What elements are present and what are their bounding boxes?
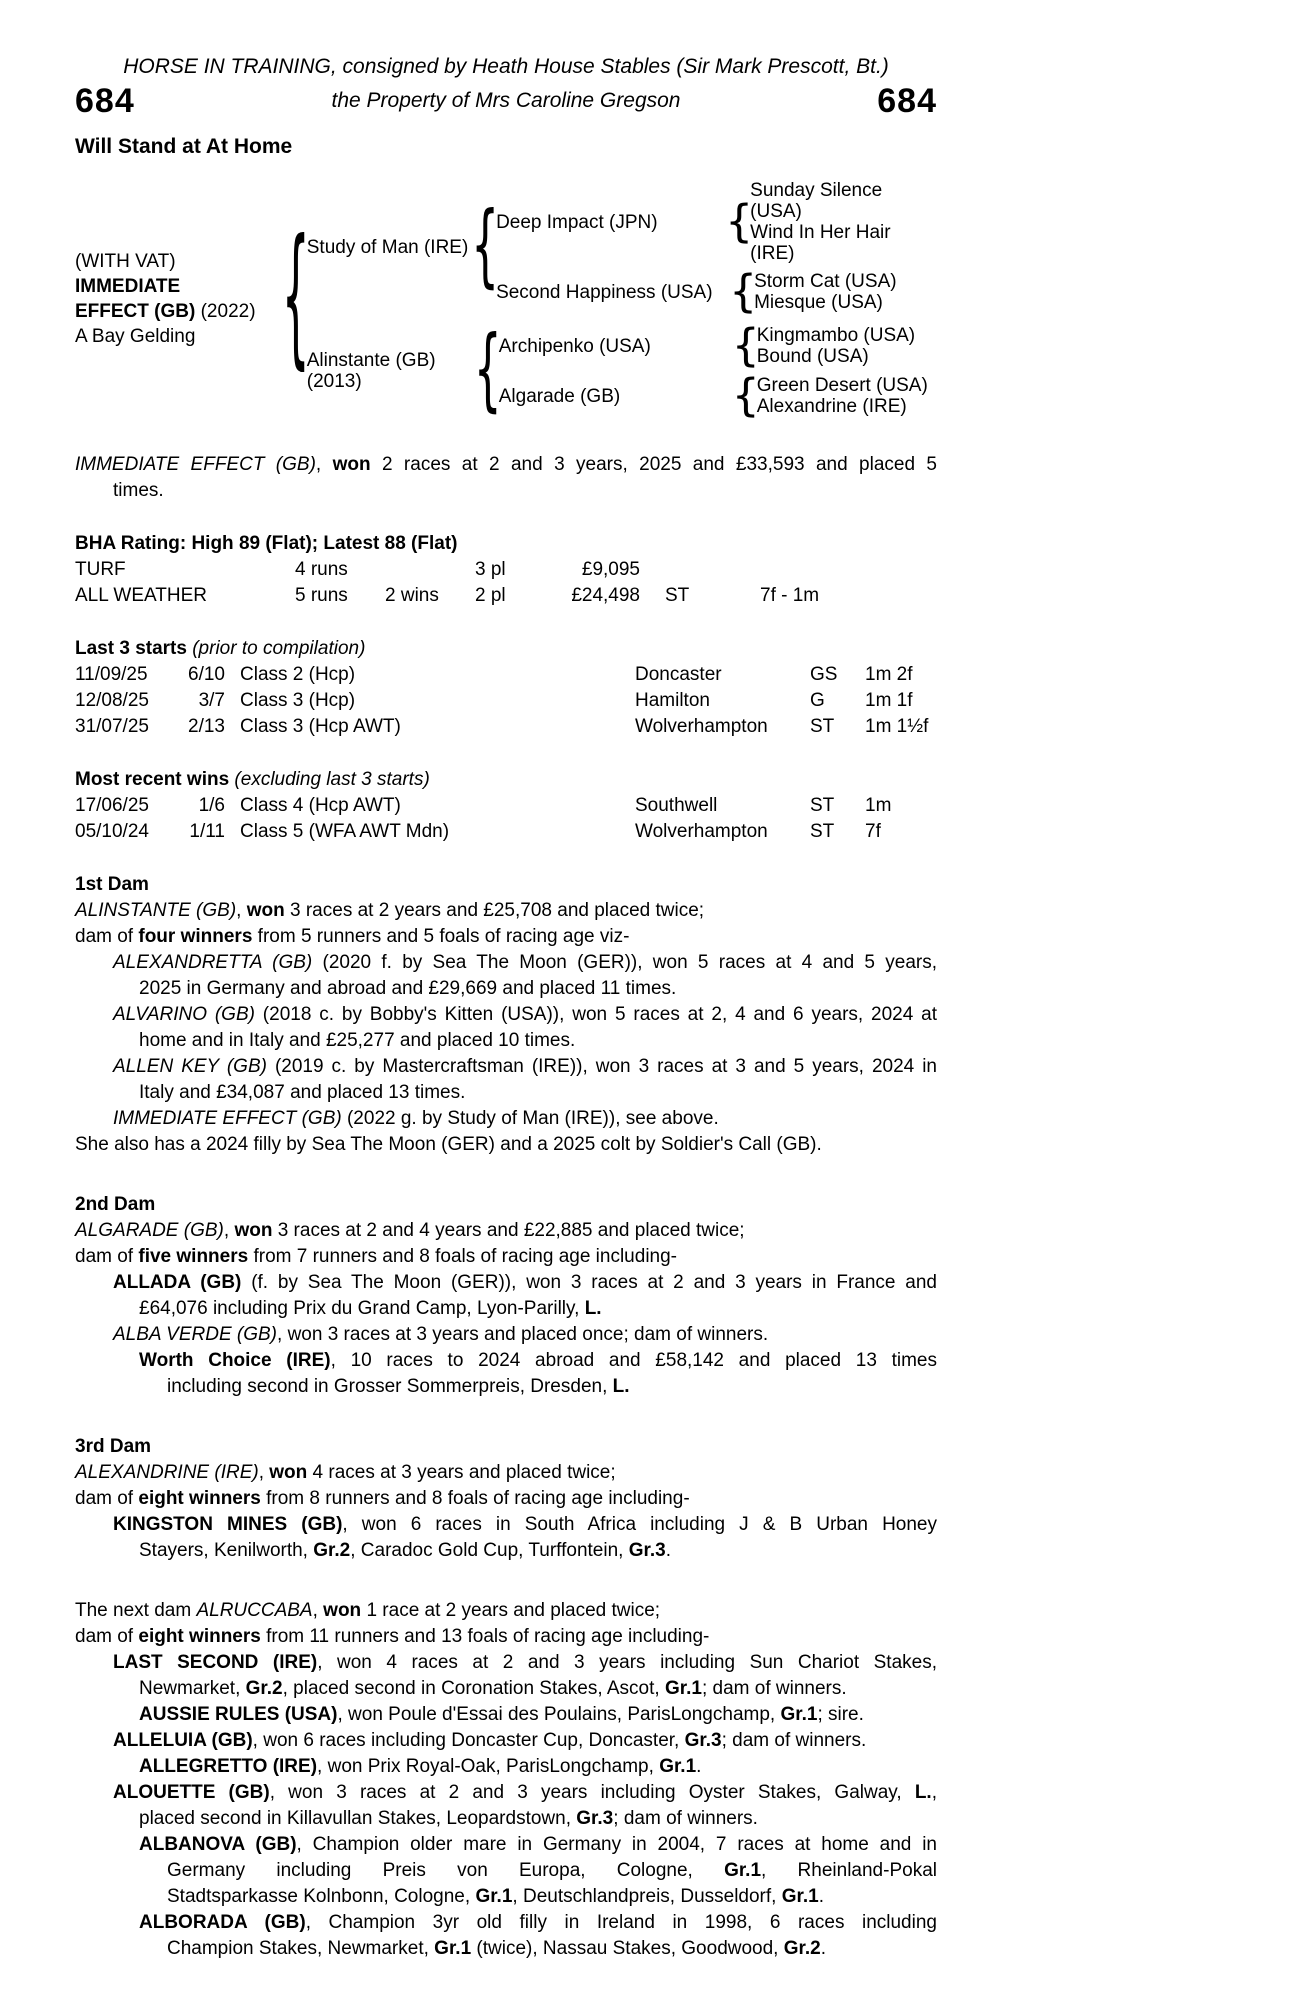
text-segment: , won Prix Royal-Oak, ParisLongchamp,: [317, 1756, 660, 1777]
race-distance: 1m 1½f: [865, 716, 929, 737]
race-course: Hamilton: [635, 690, 710, 711]
last-starts-note: (prior to compilation): [192, 638, 366, 659]
text-segment: IMMEDIATE EFFECT (GB): [75, 454, 316, 475]
text-segment: (2018 c. by Bobby's Kitten (USA)), won 5 races at 2, 4 and 6 years, 2024 at: [254, 1004, 938, 1025]
text-segment: ; dam of winners.: [701, 1678, 847, 1699]
subject-name-line1: IMMEDIATE: [75, 276, 181, 297]
lot-number-left: 684: [75, 82, 135, 120]
text-segment: ALBA VERDE (GB): [113, 1324, 278, 1345]
dam-year: (2013): [306, 371, 362, 392]
dam-name-block: [307, 350, 477, 392]
text-line: [75, 1702, 937, 1728]
text-line: [75, 1676, 937, 1702]
sire-node: [306, 180, 937, 318]
text-segment: from 11 runners and 13 foals of racing age including-: [260, 1626, 710, 1647]
subject-name: EFFECT (GB): [75, 301, 196, 322]
text-segment: IMMEDIATE EFFECT (GB): [113, 1108, 342, 1129]
great-grandparent-name: Kingmambo (USA): [756, 325, 916, 346]
text-segment: ALBANOVA (GB): [139, 1834, 297, 1855]
text-segment: dam of: [75, 1626, 139, 1647]
recent-wins-note: (excluding last 3 starts): [234, 769, 430, 790]
subject-block: [75, 249, 285, 349]
text-line: [75, 898, 937, 924]
text-segment: , Deutschlandpreis, Dusseldorf,: [512, 1886, 782, 1907]
race-distance: 7f: [865, 821, 881, 842]
text-segment: Worth Choice (IRE): [139, 1350, 331, 1371]
recent-wins-heading: [75, 767, 937, 793]
sire-dam-node: [496, 265, 937, 318]
text-line: [75, 950, 937, 976]
text-line: [75, 1348, 937, 1374]
page-content: [75, 54, 937, 1962]
text-segment: , Champion older mare in Germany in 2004, 7 races at home and in: [296, 1834, 937, 1855]
rating-heading: BHA Rating: High 89 (Flat); Latest 88 (Flat): [75, 533, 458, 554]
text-segment: Gr.3: [576, 1808, 614, 1829]
text-segment: Stadtsparkasse Kolnbonn, Cologne,: [167, 1886, 476, 1907]
text-line: [75, 1936, 937, 1962]
text-line: [75, 452, 937, 478]
text-line: [75, 1832, 937, 1858]
text-segment: ,: [223, 1220, 235, 1241]
text-line: [75, 1884, 937, 1910]
text-segment: home and in Italy and £25,277 and placed 10 times.: [139, 1030, 576, 1051]
going-value: [640, 557, 760, 583]
text-segment: ,: [315, 454, 333, 475]
text-line: [75, 1460, 937, 1486]
race-going: G: [810, 690, 825, 711]
sire-sire-name: Deep Impact (JPN): [496, 211, 658, 233]
text-line: [75, 924, 937, 950]
text-segment: ALINSTANTE (GB): [75, 900, 237, 921]
second-dam-section: [75, 1192, 937, 1400]
text-segment: Gr.2: [313, 1540, 351, 1561]
race-row: [75, 688, 937, 714]
text-segment: LAST SECOND (IRE): [113, 1652, 318, 1673]
text-segment: from 8 runners and 8 foals of racing age including-: [260, 1488, 690, 1509]
text-segment: ALOUETTE (GB): [113, 1782, 270, 1803]
race-position: 1/11: [189, 821, 225, 842]
text-segment: Gr.1: [664, 1678, 702, 1699]
text-segment: times.: [113, 480, 164, 501]
text-segment: .: [820, 1938, 827, 1959]
recent-wins-section: [75, 767, 937, 845]
text-segment: Germany including Preis von Europa, Cologne,: [167, 1860, 725, 1881]
text-segment: ,: [312, 1600, 324, 1621]
text-line: [75, 1080, 937, 1106]
text-line: [75, 1028, 937, 1054]
text-segment: ALLEGRETTO (IRE): [139, 1756, 318, 1777]
surface-label: TURF: [75, 559, 126, 580]
text-segment: Gr.2: [783, 1938, 821, 1959]
last-starts-title: Last 3 starts: [75, 638, 193, 659]
text-segment: She also has a 2024 filly by Sea The Moon (GER) and a 2025 colt by Soldier's Call (GB).: [75, 1134, 822, 1155]
text-line: [75, 1858, 937, 1884]
text-line: [75, 872, 937, 898]
text-segment: 3rd Dam: [75, 1436, 152, 1457]
pedigree-brace-sire-sire: [725, 195, 754, 248]
text-line: [75, 1192, 937, 1218]
text-segment: Italy and £34,087 and placed 13 times.: [139, 1082, 466, 1103]
dam-dam-node: [498, 369, 928, 422]
text-segment: from 5 runners and 5 foals of racing age viz-: [252, 926, 630, 947]
great-grandparents: [750, 180, 937, 264]
wins-value: [385, 557, 475, 583]
text-segment: (2020 f. by Sea The Moon (GER)), won 5 races at 4 and 5 years,: [312, 952, 938, 973]
text-segment: ALRUCCABA: [196, 1600, 313, 1621]
third-dam-section: [75, 1434, 937, 1564]
text-line: [75, 1728, 937, 1754]
first-dam-section: [75, 872, 937, 1158]
pedigree-brace-sire: [471, 193, 500, 299]
great-grandparent-name: Wind In Her Hair (IRE): [750, 222, 891, 264]
text-segment: won: [234, 1220, 273, 1241]
text-segment: won: [246, 900, 285, 921]
sire-name: Study of Man (IRE): [306, 236, 469, 258]
text-line: [75, 1002, 937, 1028]
text-segment: dam of: [75, 926, 139, 947]
sire-dam-name: Second Happiness (USA): [496, 281, 713, 303]
great-grandparent-name: Bound (USA): [756, 346, 869, 367]
text-segment: , placed second in Coronation Stakes, Ascot,: [282, 1678, 665, 1699]
text-segment: dam of: [75, 1488, 139, 1509]
stand-line: Will Stand at At Home: [75, 135, 293, 158]
text-segment: Gr.1: [780, 1704, 818, 1725]
race-going: GS: [810, 664, 838, 685]
race-date: 05/10/24: [75, 821, 149, 842]
text-segment: , won Poule d'Essai des Poulains, ParisLongchamp,: [337, 1704, 781, 1725]
text-segment: ,: [258, 1462, 270, 1483]
text-segment: ALBORADA (GB): [139, 1912, 306, 1933]
text-segment: eight winners: [138, 1488, 261, 1509]
text-segment: ALEXANDRETTA (GB): [113, 952, 313, 973]
text-segment: won: [332, 454, 371, 475]
sire-grandparents: [496, 180, 937, 318]
great-grandparents: [757, 325, 915, 367]
text-segment: 2 races at 2 and 3 years, 2025 and £33,593 and placed 5: [370, 454, 937, 475]
great-grandparent-name: Green Desert (USA): [756, 375, 928, 396]
race-date: 31/07/25: [75, 716, 149, 737]
text-line: [75, 1054, 937, 1080]
pedigree-brace-dam: [473, 317, 502, 423]
race-class: Class 3 (Hcp): [240, 690, 356, 711]
text-line: [75, 1374, 937, 1400]
race-date: 12/08/25: [75, 690, 149, 711]
next-dam-section: [75, 1598, 937, 1962]
text-line: [75, 1106, 937, 1132]
dam-node: [306, 317, 937, 423]
text-line: [75, 1650, 937, 1676]
text-segment: eight winners: [138, 1626, 261, 1647]
text-segment: 3 races at 2 and 4 years and £22,885 and placed twice;: [272, 1220, 745, 1241]
race-row: [75, 714, 937, 740]
race-position: 1/6: [198, 795, 225, 816]
dam-sire-node: [498, 319, 928, 372]
brace-icon: {: [729, 265, 758, 318]
race-row: [75, 793, 937, 819]
text-segment: , won 6 races including Doncaster Cup, Doncaster,: [252, 1730, 685, 1751]
race-position: 3/7: [198, 690, 225, 711]
text-line: [75, 1486, 937, 1512]
text-segment: .: [665, 1540, 671, 1561]
race-class: Class 4 (Hcp AWT): [240, 795, 401, 816]
text-segment: five winners: [138, 1246, 249, 1267]
text-segment: Champion Stakes, Newmarket,: [167, 1938, 435, 1959]
race-date: 11/09/25: [75, 664, 148, 685]
dam-dam-name: Algarade (GB): [498, 385, 621, 407]
dam-sire-name: Archipenko (USA): [498, 335, 651, 357]
race-record-summary: [75, 452, 937, 504]
dam-name: Alinstante (GB): [306, 350, 436, 371]
race-position: 6/10: [188, 664, 225, 685]
great-grandparents: [754, 271, 897, 313]
great-grandparent-name: Miesque (USA): [754, 292, 883, 313]
text-line: [75, 1132, 937, 1158]
consignor-line: HORSE IN TRAINING, consigned by Heath House Stables (Sir Mark Prescott, Bt.): [123, 55, 889, 78]
race-row: [75, 662, 937, 688]
text-segment: , won 6 races in South Africa including J & B Urban Honey: [342, 1514, 937, 1535]
text-segment: ALLEN KEY (GB): [113, 1056, 267, 1077]
pedigree-brace-sire-dam: [729, 265, 758, 318]
text-segment: L.: [914, 1782, 932, 1803]
text-line: [75, 1806, 937, 1832]
brace-icon: {: [731, 369, 760, 422]
race-date: 17/06/25: [75, 795, 149, 816]
text-line: [75, 1538, 937, 1564]
text-segment: ALVARINO (GB): [113, 1004, 255, 1025]
text-segment: , won 4 races at 2 and 3 years including Sun Chariot Stakes,: [317, 1652, 937, 1673]
text-segment: .: [818, 1886, 824, 1907]
text-segment: L.: [612, 1376, 630, 1397]
runs-value: 4 runs: [295, 559, 348, 580]
text-segment: Newmarket,: [139, 1678, 246, 1699]
brace-icon: {: [473, 317, 502, 423]
text-line: [75, 1296, 937, 1322]
text-segment: 1st Dam: [75, 874, 149, 895]
subject-year: (2022): [200, 301, 256, 322]
brace-icon: {: [725, 195, 754, 248]
text-segment: ,: [931, 1782, 937, 1803]
text-segment: Gr.1: [434, 1938, 472, 1959]
text-segment: , won 3 races at 3 years and placed once; dam of winners.: [277, 1324, 769, 1345]
dam-grandparents: [498, 319, 928, 422]
text-segment: Gr.2: [245, 1678, 283, 1699]
pedigree-brace-dam-dam: [731, 369, 760, 422]
race-row: [75, 819, 937, 845]
text-line: [75, 1910, 937, 1936]
text-segment: (2019 c. by Mastercraftsman (IRE)), won 3 races at 3 and 5 years, 2024 in: [266, 1056, 937, 1077]
text-segment: ,: [236, 900, 247, 921]
pedigree-brace-main: [281, 209, 310, 386]
text-segment: , Champion 3yr old filly in Ireland in 1998, 6 races including: [305, 1912, 937, 1933]
text-segment: won: [323, 1600, 362, 1621]
text-segment: (f. by Sea The Moon (GER)), won 3 races at 2 and 3 years in France and: [241, 1272, 937, 1293]
placed-value: 3 pl: [475, 559, 506, 580]
race-distance: 1m 2f: [865, 664, 913, 685]
text-segment: placed second in Killavullan Stakes, Leopardstown,: [139, 1808, 577, 1829]
great-grandparent-name: Alexandrine (IRE): [756, 396, 907, 417]
great-grandparents: [757, 375, 928, 417]
text-segment: 2025 in Germany and abroad and £29,669 and placed 11 times.: [139, 978, 677, 999]
race-going: ST: [810, 716, 835, 737]
stats-row-all-weather: [75, 583, 937, 609]
rating-section: [75, 531, 937, 609]
text-segment: from 7 runners and 8 foals of racing age including-: [248, 1246, 678, 1267]
lot-number-right: 684: [877, 82, 937, 120]
race-class: Class 5 (WFA AWT Mdn): [240, 821, 450, 842]
distance-range: 7f - 1m: [760, 585, 820, 606]
last-starts-heading: [75, 636, 937, 662]
pedigree-table: [75, 180, 937, 423]
text-segment: , Caradoc Gold Cup, Turffontein,: [350, 1540, 629, 1561]
property-line: the Property of Mrs Caroline Gregson: [331, 89, 681, 112]
text-segment: ALLADA (GB): [113, 1272, 242, 1293]
race-course: Wolverhampton: [635, 716, 768, 737]
text-segment: including second in Grosser Sommerpreis, Dresden,: [167, 1376, 613, 1397]
subject-name-line2: [75, 299, 285, 324]
text-line: [75, 478, 937, 504]
text-segment: (twice), Nassau Stakes, Goodwood,: [471, 1938, 784, 1959]
wins-value: 2 wins: [385, 585, 439, 606]
text-segment: , Rheinland-Pokal: [761, 1860, 937, 1881]
text-segment: dam of: [75, 1246, 139, 1267]
subject-description: A Bay Gelding: [75, 326, 196, 347]
pedigree-parents: [306, 180, 937, 423]
race-distance: 1m 1f: [865, 690, 913, 711]
text-segment: Gr.3: [684, 1730, 722, 1751]
text-segment: Stayers, Kenilworth,: [139, 1540, 314, 1561]
text-segment: Gr.3: [628, 1540, 666, 1561]
text-line: [75, 976, 937, 1002]
text-segment: ALLELUIA (GB): [113, 1730, 253, 1751]
earnings-value: £24,498: [571, 585, 640, 606]
text-segment: Gr.1: [781, 1886, 819, 1907]
text-line: [75, 1244, 937, 1270]
text-segment: ALEXANDRINE (IRE): [75, 1462, 259, 1483]
text-segment: The next dam: [75, 1600, 197, 1621]
text-segment: 3 races at 2 years and £25,708 and placed twice;: [284, 900, 705, 921]
brace-icon: {: [471, 193, 500, 299]
stats-row-turf: [75, 557, 937, 583]
text-segment: (2022 g. by Study of Man (IRE)), see above.: [341, 1108, 719, 1129]
text-segment: Gr.1: [659, 1756, 697, 1777]
text-segment: Gr.1: [724, 1860, 762, 1881]
race-course: Doncaster: [635, 664, 722, 685]
race-course: Southwell: [635, 795, 718, 816]
race-going: ST: [810, 795, 835, 816]
great-grandparent-name: Sunday Silence (USA): [750, 180, 883, 222]
text-line: [75, 1598, 937, 1624]
text-segment: 1 race at 2 years and placed twice;: [361, 1600, 661, 1621]
text-line: [75, 1512, 937, 1538]
race-class: Class 2 (Hcp): [240, 664, 356, 685]
text-segment: , won 3 races at 2 and 3 years including Oyster Stakes, Galway,: [269, 1782, 915, 1803]
text-segment: ; dam of winners.: [613, 1808, 758, 1829]
text-line: [75, 1270, 937, 1296]
text-segment: .: [696, 1756, 702, 1777]
race-course: Wolverhampton: [635, 821, 768, 842]
text-segment: £64,076 including Prix du Grand Camp, Lyon-Parilly,: [139, 1298, 585, 1319]
text-line: [75, 1780, 937, 1806]
pedigree-brace-dam-sire: [731, 319, 760, 372]
text-segment: Gr.1: [475, 1886, 513, 1907]
placed-value: 2 pl: [475, 585, 506, 606]
text-segment: four winners: [138, 926, 253, 947]
race-distance: 1m: [865, 795, 892, 816]
text-line: [75, 1624, 937, 1650]
brace-icon: {: [281, 209, 310, 386]
going-value: ST: [665, 585, 690, 606]
text-segment: 4 races at 3 years and placed twice;: [307, 1462, 616, 1483]
text-segment: 2nd Dam: [75, 1194, 156, 1215]
text-segment: ALGARADE (GB): [75, 1220, 224, 1241]
text-line: [75, 1754, 937, 1780]
race-going: ST: [810, 821, 835, 842]
recent-wins-title: Most recent wins: [75, 769, 235, 790]
distance-range: [760, 557, 937, 583]
text-line: [75, 1434, 937, 1460]
text-line: [75, 1218, 937, 1244]
text-segment: L.: [584, 1298, 602, 1319]
sire-sire-node: [496, 180, 937, 264]
surface-label: ALL WEATHER: [75, 585, 207, 606]
text-segment: , 10 races to 2024 abroad and £58,142 and placed 13 times: [330, 1350, 937, 1371]
race-class: Class 3 (Hcp AWT): [240, 716, 401, 737]
brace-icon: {: [731, 319, 760, 372]
lot-row: [75, 82, 937, 120]
race-position: 2/13: [188, 716, 225, 737]
last-starts-section: [75, 636, 937, 740]
text-segment: ; dam of winners.: [721, 1730, 867, 1751]
text-segment: won: [269, 1462, 308, 1483]
text-segment: KINGSTON MINES (GB): [113, 1514, 343, 1535]
earnings-value: £9,095: [581, 559, 640, 580]
text-segment: ; sire.: [817, 1704, 864, 1725]
runs-value: 5 runs: [295, 585, 348, 606]
great-grandparent-name: Storm Cat (USA): [754, 271, 897, 292]
text-line: [75, 1322, 937, 1348]
vat-note: (WITH VAT): [75, 251, 176, 272]
text-segment: AUSSIE RULES (USA): [139, 1704, 338, 1725]
